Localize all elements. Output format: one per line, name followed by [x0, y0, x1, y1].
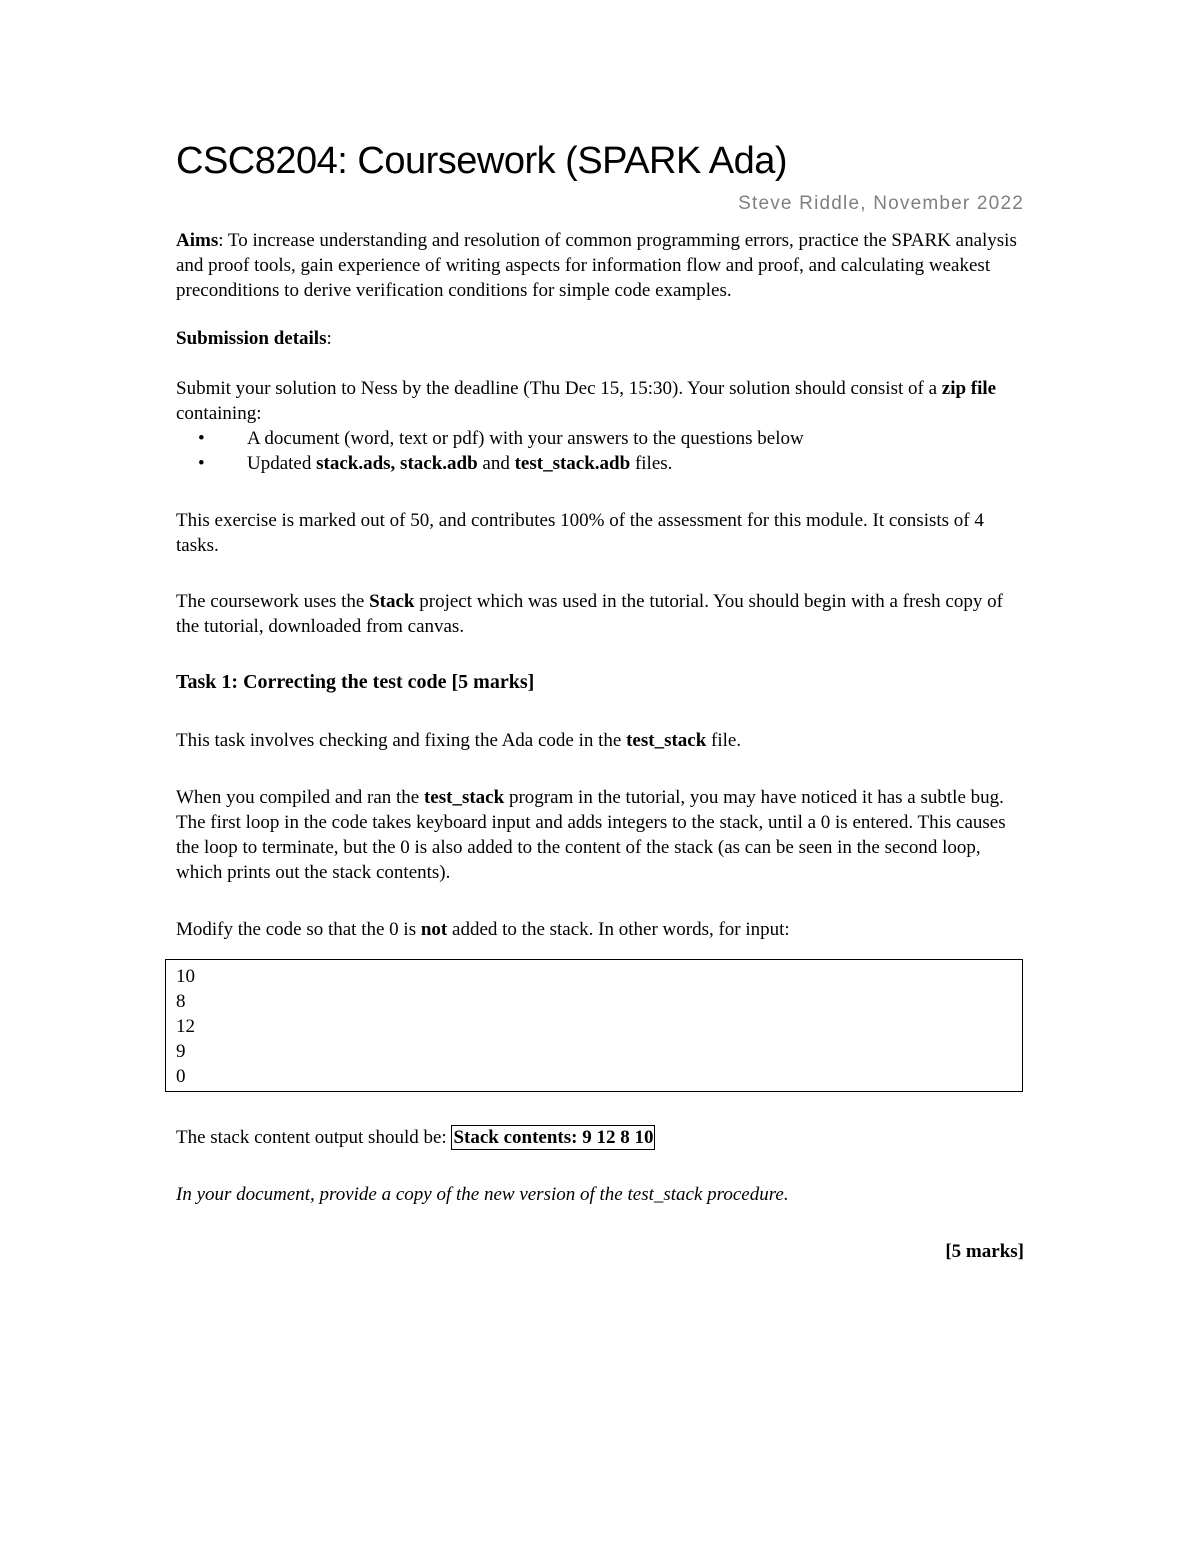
marking-paragraph: This exercise is marked out of 50, and contributes 100% of the assessment for this module. It consists of 4 tasks.	[176, 510, 984, 556]
expected-output-box: Stack contents: 9 12 8 10	[453, 1127, 654, 1148]
task1-heading: Task 1: Correcting the test code [5 marks]	[176, 671, 535, 693]
task1-marks: [5 marks]	[945, 1241, 1024, 1262]
stack-files-term: stack.ads, stack.adb	[316, 453, 478, 474]
submission-heading-colon: :	[326, 328, 332, 349]
task1-compiled-before: When you compiled and ran the	[176, 787, 424, 808]
document-title: CSC8204: Coursework (SPARK Ada)	[176, 140, 788, 182]
input-value: 12	[176, 1016, 195, 1037]
list-item-text: A document (word, text or pdf) with your answers to the questions below	[247, 428, 804, 449]
input-value: 9	[176, 1041, 186, 1062]
author-line: Steve Riddle, November 2022	[738, 193, 1024, 214]
submission-list	[176, 426, 1024, 476]
stack-project-before: The coursework uses the	[176, 591, 370, 612]
task1-modify-after: added to the stack. In other words, for input:	[447, 919, 790, 940]
expected-output-line	[176, 1125, 1024, 1150]
list-item-text-after: files.	[630, 453, 673, 474]
stack-term: Stack	[369, 591, 415, 612]
task1-bug-description	[176, 785, 1024, 885]
submission-heading-text: Submission details	[176, 328, 327, 349]
task1-modify-instruction	[176, 917, 1024, 942]
bullet-icon: •	[198, 428, 205, 449]
not-term: not	[420, 919, 448, 940]
submission-intro-before: Submit your solution to Ness by the deadline (Thu Dec 15, 15:30). Your solution should consist of a	[176, 378, 942, 399]
stack-project-after: project which was used in the tutorial. You should begin with a fresh copy of the tutorial, downloaded from canvas.	[176, 591, 1003, 637]
task1-intro	[176, 728, 1024, 753]
aims-paragraph	[176, 228, 1024, 303]
input-example-box	[165, 959, 1023, 1092]
list-item	[176, 426, 1024, 451]
input-value: 10	[176, 966, 195, 987]
task1-intro-before: This task involves checking and fixing the Ada code in the	[176, 730, 627, 751]
test-stack-file-term: test_stack.adb	[514, 453, 631, 474]
task1-intro-after: file.	[706, 730, 742, 751]
list-item-text-mid: and	[477, 453, 515, 474]
submission-intro-after: containing:	[176, 403, 262, 424]
submission-heading	[176, 326, 1024, 351]
document-content	[176, 138, 1024, 1264]
zip-file-term: zip file	[941, 378, 997, 399]
output-label: The stack content output should be:	[176, 1127, 452, 1148]
bullet-icon: •	[198, 453, 205, 474]
test-stack-program-term: test_stack	[423, 787, 505, 808]
aims-text: : To increase understanding and resolution of common programming errors, practice the SPARK analysis and proof tools, gain experience of writing aspects for information flow and proof, and calculating weakest preconditions to derive verification conditions for simple code examples.	[176, 230, 1017, 301]
input-value: 8	[176, 991, 186, 1012]
input-value: 0	[176, 1066, 186, 1087]
stack-project-paragraph	[176, 589, 1024, 639]
list-item-text-before: Updated	[247, 453, 317, 474]
task1-compiled-after: program in the tutorial, you may have noticed it has a subtle bug. The first loop in the code takes keyboard input and adds integers to the stack, until a 0 is entered. This causes the loop to terminate, but the 0 is also added to the content of the stack (as can be seen in the second loop, which prints out the stack contents).	[176, 787, 1006, 883]
task1-modify-before: Modify the code so that the 0 is	[176, 919, 421, 940]
submission-intro	[176, 376, 1024, 426]
task1-document-instruction: In your document, provide a copy of the new version of the test_stack procedure.	[176, 1184, 789, 1205]
list-item	[176, 451, 1024, 476]
aims-label: Aims	[176, 230, 219, 251]
test-stack-term: test_stack	[626, 730, 707, 751]
